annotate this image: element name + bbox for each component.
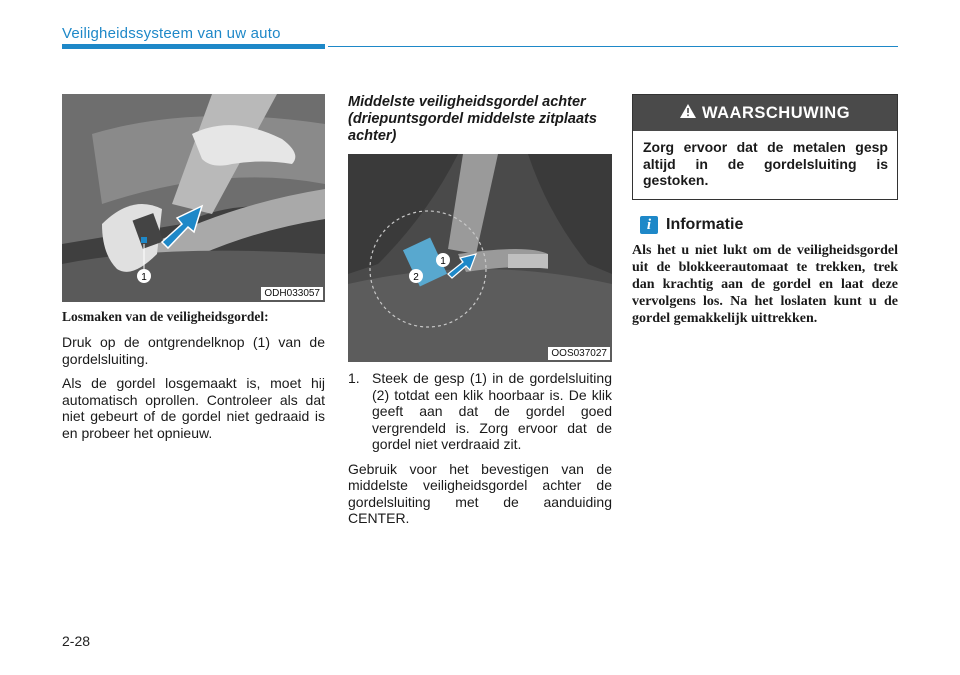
- warning-title: WAARSCHUWING: [701, 103, 851, 122]
- figure-code: ODH033057: [261, 287, 323, 300]
- warning-box: [632, 94, 898, 200]
- unbuckle-paragraph-1: Druk op de ontgrendelknop (1) van de gordelsluiting.: [62, 334, 325, 367]
- section-title: Veiligheidssysteem van uw auto: [62, 25, 281, 42]
- figure-unbuckle-seatbelt: [62, 94, 325, 302]
- header-rule: [328, 46, 898, 47]
- step-1: [348, 370, 612, 453]
- info-title: Informatie: [666, 216, 744, 233]
- step-text: Steek de gesp (1) in de gordelsluiting (2) totdat een klik hoorbaar is. De klik geeft aan dat de gordel goed vergrendeld is. Zorg ervoor dat de gordel niet verdraaid zit.: [372, 370, 612, 452]
- release-button: [141, 237, 147, 243]
- unbuckle-illustration: [62, 94, 325, 302]
- middle-column-text: [348, 370, 612, 535]
- center-belt-paragraph: Gebruik voor het bevestigen van de middelste veiligheidsgordel achter de gordelsluiting met de aanduiding CENTER.: [348, 460, 612, 526]
- header-accent-bar: [62, 44, 325, 49]
- belt-tongue: [508, 254, 548, 268]
- warning-text: Zorg ervoor dat de metalen gesp altijd in de gordelsluiting is gestoken.: [643, 139, 888, 188]
- warning-header: [633, 95, 897, 131]
- middle-column: [348, 94, 612, 145]
- step-number: 1.: [348, 370, 360, 386]
- unbuckle-paragraph-2: Als de gordel losgemaakt is, moet hij automatisch oprollen. Controleer als dat niet gebeurt of de gordel niet gedraaid is en probeer het opnieuw.: [62, 375, 325, 441]
- unbuckle-heading: Losmaken van de veiligheidsgordel:: [62, 309, 269, 324]
- warning-icon: [680, 104, 696, 123]
- center-belt-heading: Middelste veiligheidsgordel achter (driepuntsgordel middelste zitplaats achter): [348, 94, 597, 144]
- left-column: [62, 309, 325, 449]
- figure-code: OOS037027: [548, 347, 610, 360]
- page-number: 2-28: [62, 633, 91, 649]
- callout-number: 1: [141, 272, 147, 283]
- figure-center-belt: [348, 154, 612, 362]
- info-icon: i: [640, 216, 658, 234]
- info-header: [640, 216, 743, 234]
- info-text: Als het u niet lukt om de veiligheidsgordel uit de blokkeerautomaat te trekken, trek dan krachtig aan de gordel en laat deze vervolgens los. Na het loslaten kunt u de gordel gemakkelijk uittrekken.: [632, 243, 898, 326]
- center-belt-illustration: [348, 154, 612, 362]
- callout-number-1: 1: [440, 256, 446, 267]
- callout-number-2: 2: [413, 272, 419, 283]
